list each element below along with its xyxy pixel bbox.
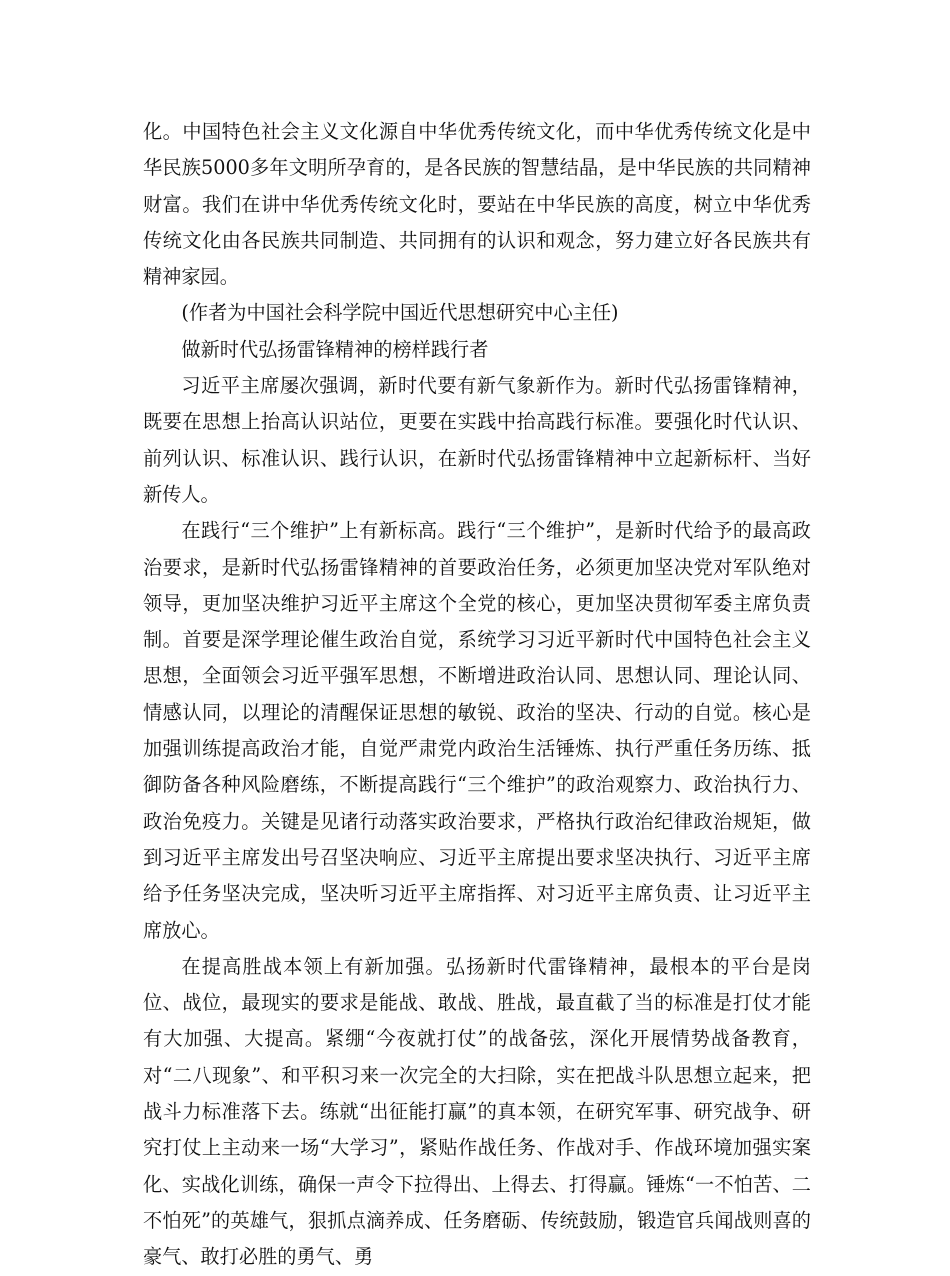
- article-title: 做新时代弘扬雷锋精神的榜样践行者: [181, 337, 489, 361]
- author-note: (作者为中国社会科学院中国近代思想研究中心主任): [181, 301, 619, 325]
- body-paragraph: 在提高胜战本领上有新加强。弘扬新时代雷锋精神，最根本的平台是岗位、战位，最现实的要求是能战、敢战、胜战，最直截了当的标准是打仗才能有大加强、大提高。紧绷“今夜就打仗”的战备弦，深化开展情势战备教育，对“二八现象”、和平积习来一次完全的大扫除，实在把战斗队思想立起来，把战斗力标准落下去。练就“出征能打赢”的真本领，在研究军事、研究战争、研究打仗上主动来一场“大学习”，紧贴作战任务、作战对手、作战环境加强实案化、实战化训练，确保一声令下拉得出、上得去、打得赢。锤炼“一不怕苦、二不怕死”的英雄气，狠抓点滴养成、任务磨砺、传统鼓励，锻造官兵闻战则喜的豪气、敢打必胜的勇气、勇: [143, 954, 811, 1269]
- body-paragraph: 在践行“三个维护”上有新标高。践行“三个维护”，是新时代给予的最高政治要求，是新时代弘扬雷锋精神的首要政治任务，必须更加坚决党对军队绝对领导，更加坚决维护习近平主席这个全党的核心，更加坚决贯彻军委主席负责制。首要是深学理论催生政治自觉，系统学习习近平新时代中国特色社会主义思想，全面领会习近平强军思想，不断增进政治认同、思想认同、理论认同、情感认同，以理论的清醒保证思想的敏锐、政治的坚决、行动的自觉。核心是加强训练提高政治才能，自觉严肃党内政治生活锤炼、执行严重任务历练、抵御防备各种风险磨练，不断提高践行“三个维护”的政治观察力、政治执行力、政治免疫力。关键是见诸行动落实政治要求，严格执行政治纪律政治规矩，做到习近平主席发出号召坚决响应、习近平主席提出要求坚决执行、习近平主席给予任务坚决完成，坚决听习近平主席指挥、对习近平主席负责、让习近平主席放心。: [143, 519, 811, 942]
- document-body: [143, 114, 811, 1276]
- body-paragraph: 习近平主席屡次强调，新时代要有新气象新作为。新时代弘扬雷锋精神，既要在思想上抬高认识站位，更要在实践中抬高践行标准。要强化时代认识、前列认识、标准认识、践行认识，在新时代弘扬雷锋精神中立起新标杆、当好新传人。: [143, 374, 811, 506]
- body-paragraph-continuation: 化。中国特色社会主义文化源自中华优秀传统文化，而中华优秀传统文化是中华民族5000多年文明所孕育的，是各民族的智慧结晶，是中华民族的共同精神财富。我们在讲中华优秀传统文化时，要站在中华民族的高度，树立中华优秀传统文化由各民族共同制造、共同拥有的认识和观念，努力建立好各民族共有精神家园。: [143, 120, 811, 289]
